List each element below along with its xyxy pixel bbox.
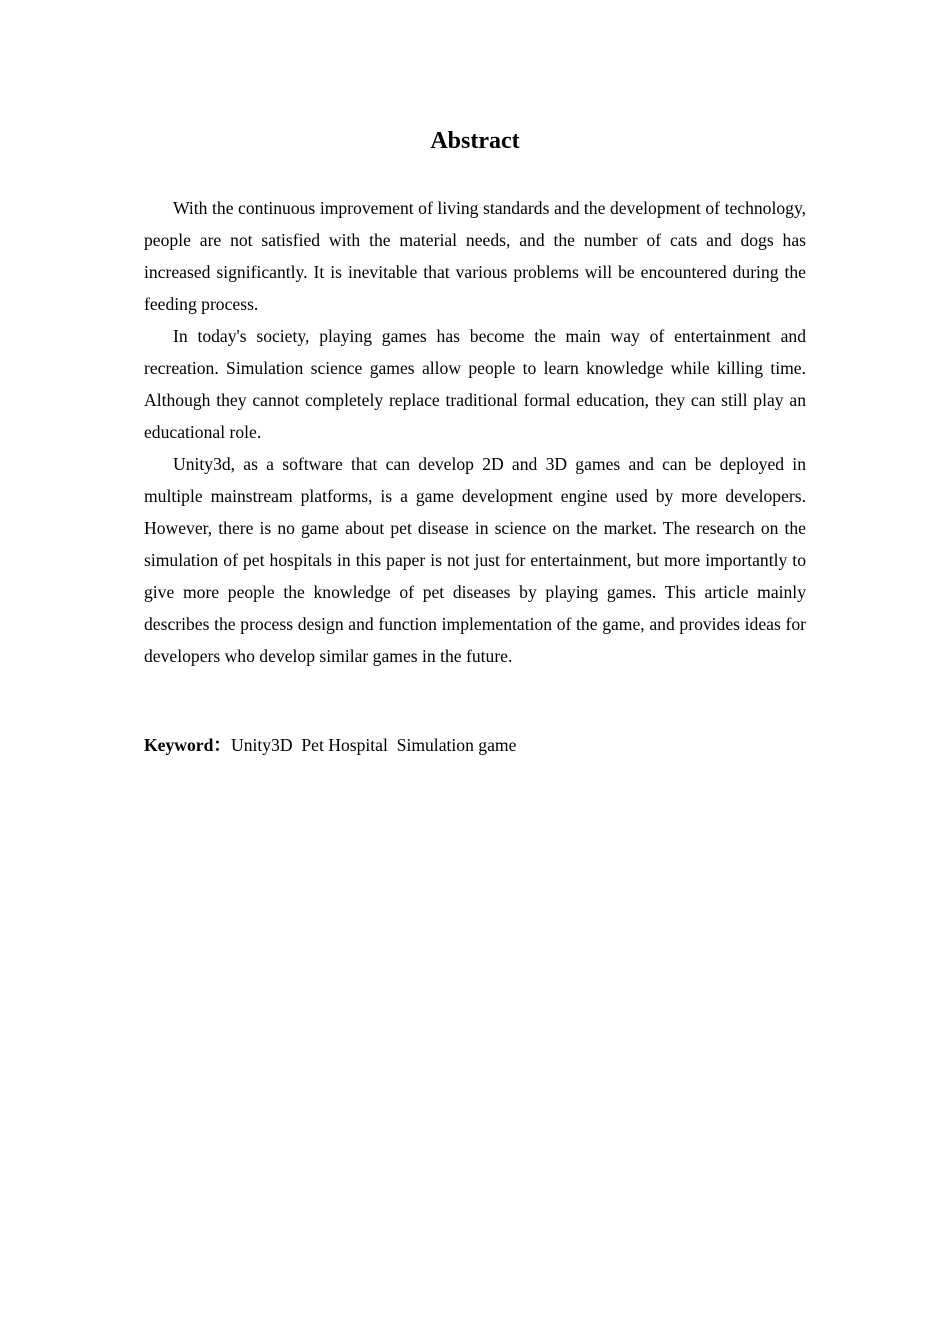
keywords-line — [144, 729, 806, 761]
keywords-label: Keyword： — [144, 735, 231, 755]
abstract-paragraph-1: With the continuous improvement of living standards and the development of technology, people are not satisfied with the material needs, and the number of cats and dogs has increased significantly. It is inevitable that various problems will be encountered during the feeding process. — [144, 198, 806, 314]
abstract-paragraph-2: In today's society, playing games has become the main way of entertainment and recreation. Simulation science games allow people to learn knowledge while killing time. Although they cannot completely replace traditional formal education, they can still play an educational role. — [144, 326, 806, 442]
keywords-values: Unity3D Pet Hospital Simulation game — [230, 735, 517, 755]
abstract-body — [144, 192, 806, 672]
abstract-title: Abstract — [430, 128, 520, 154]
abstract-paragraph-3: Unity3d, as a software that can develop 2D and 3D games and can be deployed in multiple mainstream platforms, is a game development engine used by more developers. However, there is no game about pet disease in science on the market. The research on the simulation of pet hospitals in this paper is not just for entertainment, but more importantly to give more people the knowledge of pet diseases by playing games. This article mainly describes the process design and function implementation of the game, and provides ideas for developers who develop similar games in the future. — [144, 454, 806, 666]
